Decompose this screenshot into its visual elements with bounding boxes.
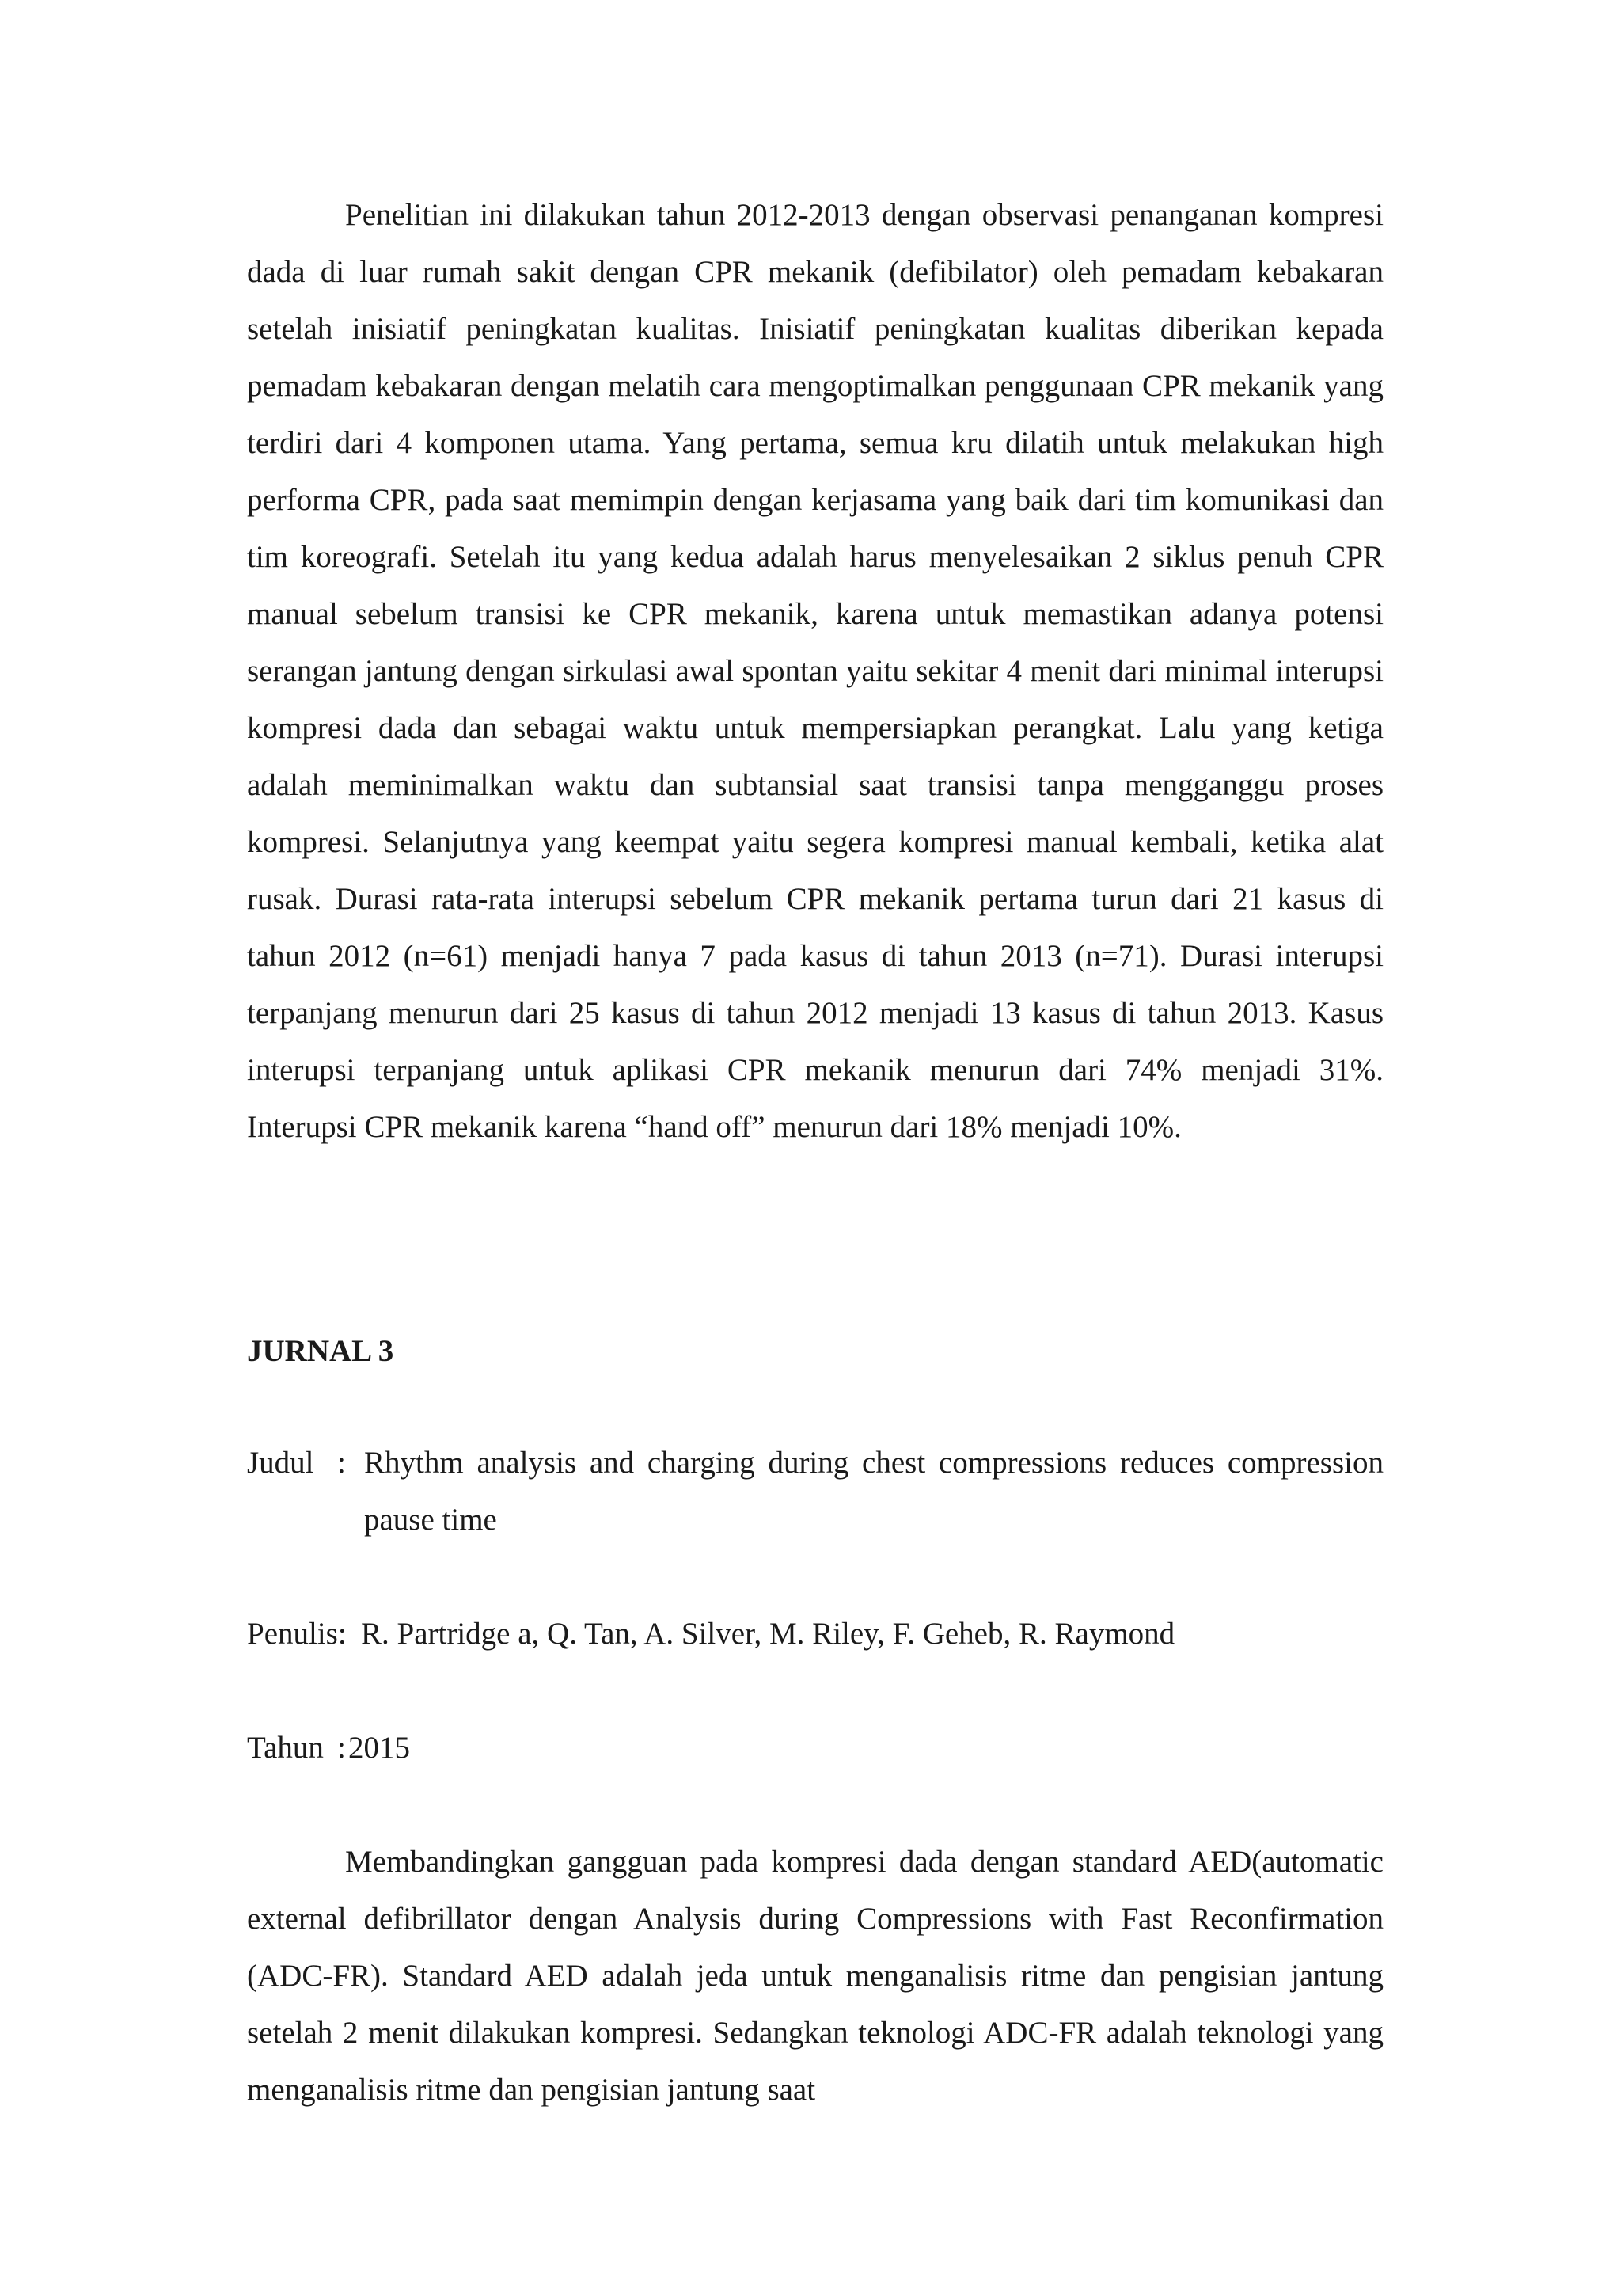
penulis-value: R. Partridge a, Q. Tan, A. Silver, M. Riley, F. Geheb, R. Raymond xyxy=(361,1617,1175,1651)
paragraph-2-block xyxy=(247,1834,1384,2119)
judul-label: Judul xyxy=(247,1446,314,1480)
paragraph-2: Membandingkan gangguan pada kompresi dada dengan standard AED(automatic external defibrillator dengan Analysis during Compressions with Fast Reconfirmation (ADC-FR). Standard AED adalah jeda untuk menganalisis ritme dan pengisian jantung setelah 2 menit dilakukan kompresi. Sedangkan teknologi ADC-FR adalah teknologi yang menganalisis ritme dan pengisian jantung saat xyxy=(247,1845,1384,2107)
tahun-label: Tahun xyxy=(247,1731,324,1765)
tahun-value: 2015 xyxy=(348,1731,410,1765)
penulis-row xyxy=(247,1606,1384,1663)
paragraph-1: Penelitian ini dilakukan tahun 2012-2013 dengan observasi penanganan kompresi dada di luar rumah sakit dengan CPR mekanik (defibilator) oleh pemadam kebakaran setelah inisiatif peningkatan kualitas. Inisiatif peningkatan kualitas diberikan kepada pemadam kebakaran dengan melatih cara mengoptimalkan penggunaan CPR mekanik yang terdiri dari 4 komponen utama. Yang pertama, semua kru dilatih untuk melakukan high performa CPR, pada saat memimpin dengan kerjasama yang baik dari tim komunikasi dan tim koreografi. Setelah itu yang kedua adalah harus menyelesaikan 2 siklus penuh CPR manual sebelum transisi ke CPR mekanik, karena untuk memastikan adanya potensi serangan jantung dengan sirkulasi awal spontan yaitu sekitar 4 menit dari minimal interupsi kompresi dada dan sebagai waktu untuk mempersiapkan perangkat. Lalu yang ketiga adalah meminimalkan waktu dan subtansial saat transisi tanpa mengganggu proses kompresi. Selanjutnya yang keempat yaitu segera kompresi manual kembali, ketika alat rusak. Durasi rata-rata interupsi sebelum CPR mekanik pertama turun dari 21 kasus di tahun 2012 (n=61) menjadi hanya 7 pada kasus di tahun 2013 (n=71). Durasi interupsi terpanjang menurun dari 25 kasus di tahun 2012 menjadi 13 kasus di tahun 2013. Kasus interupsi terpanjang untuk aplikasi CPR mekanik menurun dari 74% menjadi 31%. Interupsi CPR mekanik karena “hand off” menurun dari 18% menjadi 10%. xyxy=(247,198,1384,1144)
judul-separator: : xyxy=(337,1446,346,1480)
tahun-row xyxy=(247,1720,1384,1777)
penulis-label: Penulis: xyxy=(247,1617,347,1651)
section-heading: JURNAL 3 xyxy=(247,1334,394,1368)
tahun-separator: : xyxy=(337,1731,346,1765)
paragraph-1-block xyxy=(247,187,1384,1156)
judul-value: Rhythm analysis and charging during chest compressions reduces compression pause time xyxy=(364,1446,1384,1537)
judul-row xyxy=(247,1435,1384,1549)
